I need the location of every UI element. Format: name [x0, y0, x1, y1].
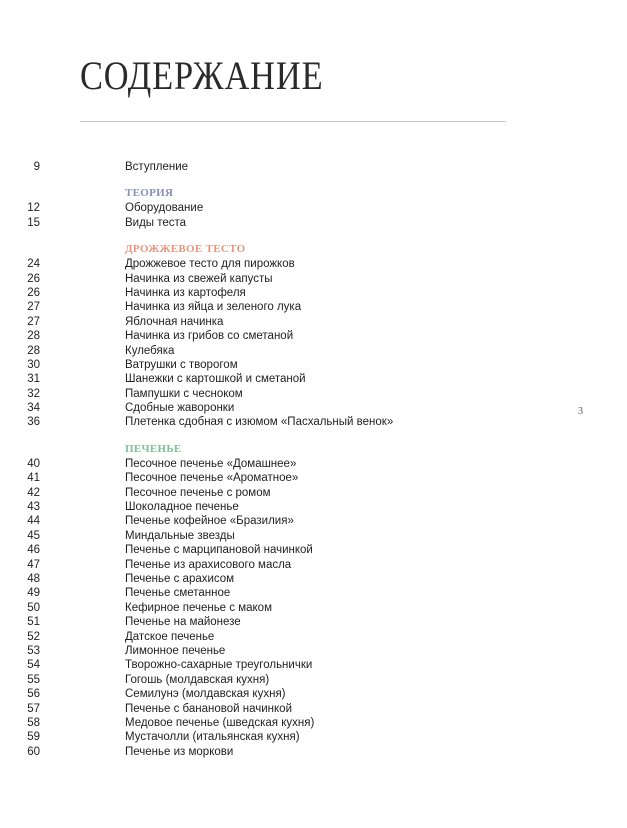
- section-heading-wrap: [0, 442, 560, 457]
- toc-entry-page: 46: [27, 544, 40, 557]
- toc-entry[interactable]: [0, 687, 560, 701]
- toc-entry[interactable]: [0, 415, 560, 429]
- toc-entry-title: Печенье из арахисового масла: [125, 558, 292, 571]
- table-of-contents: [0, 160, 560, 759]
- toc-entry-page: 52: [27, 630, 40, 643]
- toc-entry-page: 34: [27, 402, 40, 415]
- toc-entry-title: Оборудование: [125, 202, 204, 215]
- toc-entry-title: Печенье сметанное: [125, 587, 231, 600]
- toc-entry-page: 47: [27, 558, 40, 571]
- toc-entry-title: Начинка из свежей капусты: [125, 272, 273, 285]
- toc-entry-page: 57: [27, 702, 40, 715]
- toc-entry[interactable]: [0, 630, 560, 644]
- section-heading-wrap: [0, 186, 560, 201]
- toc-entry[interactable]: [0, 745, 560, 759]
- toc-entry[interactable]: [0, 272, 560, 286]
- toc-entry-title: Печенье с марципановой начинкой: [125, 544, 313, 557]
- toc-entry-page: 28: [27, 330, 40, 343]
- toc-entry-title: Сдобные жаворонки: [125, 402, 235, 415]
- toc-entry-title: Виды теста: [125, 216, 187, 229]
- toc-entry-title: Песочное печенье «Домашнее»: [125, 457, 297, 470]
- toc-entry[interactable]: [0, 716, 560, 730]
- toc-entry-title: Плетенка сдобная с изюмом «Пасхальный венок»: [125, 416, 394, 429]
- toc-entry-title: Шанежки с картошкой и сметаной: [125, 373, 306, 386]
- toc-entry[interactable]: [0, 300, 560, 314]
- toc-entry[interactable]: [0, 216, 560, 230]
- toc-entry-intro[interactable]: [0, 160, 560, 174]
- toc-entry-title: Семилунэ (молдавская кухня): [125, 688, 286, 701]
- toc-entry[interactable]: [0, 673, 560, 687]
- toc-entry[interactable]: [0, 387, 560, 401]
- toc-entry[interactable]: [0, 286, 560, 300]
- toc-entry-title: Песочное печенье с ромом: [125, 486, 271, 499]
- toc-entry[interactable]: [0, 543, 560, 557]
- toc-entry[interactable]: [0, 586, 560, 600]
- toc-entry[interactable]: [0, 201, 560, 215]
- toc-entry[interactable]: [0, 257, 560, 271]
- toc-entry[interactable]: [0, 471, 560, 485]
- toc-entry-page: 30: [27, 358, 40, 371]
- toc-entry-title: Печенье на майонезе: [125, 616, 241, 629]
- toc-entry-page: 26: [27, 286, 40, 299]
- toc-entry-page: 28: [27, 344, 40, 357]
- toc-entry[interactable]: [0, 644, 560, 658]
- toc-entry-title: Печенье с банановой начинкой: [125, 702, 292, 715]
- toc-entry[interactable]: [0, 572, 560, 586]
- toc-entry-title: Медовое печенье (шведская кухня): [125, 716, 315, 729]
- toc-entry[interactable]: [0, 372, 560, 386]
- section-heading: ПЕЧЕНЬЕ: [125, 442, 182, 455]
- toc-entry-title: Печенье с арахисом: [125, 572, 235, 585]
- toc-entry-title: Песочное печенье «Ароматное»: [125, 472, 299, 485]
- toc-entry-page: 58: [27, 716, 40, 729]
- toc-entry-page: 54: [27, 659, 40, 672]
- toc-entry-page: 50: [27, 601, 40, 614]
- toc-entry-title: Кулебяка: [125, 344, 175, 357]
- toc-entry-title: Шоколадное печенье: [125, 501, 239, 514]
- toc-entry-page: 60: [27, 745, 40, 758]
- toc-entry[interactable]: [0, 500, 560, 514]
- toc-entry[interactable]: [0, 358, 560, 372]
- toc-entry-page: 48: [27, 572, 40, 585]
- toc-entry-title: Творожно-сахарные треугольнички: [125, 659, 313, 672]
- toc-entry-page: 27: [27, 301, 40, 314]
- toc-entry-page: 45: [27, 529, 40, 542]
- toc-entry-page: 55: [27, 673, 40, 686]
- toc-entry-page: 56: [27, 688, 40, 701]
- toc-entry-page: 53: [27, 644, 40, 657]
- toc-entry[interactable]: [0, 658, 560, 672]
- toc-entry[interactable]: [0, 529, 560, 543]
- toc-entry-title: Пампушки с чесноком: [125, 387, 243, 400]
- toc-entry-title: Яблочная начинка: [125, 315, 224, 328]
- page-title: СОДЕРЖАНИЕ: [80, 53, 324, 98]
- toc-entry-title: Гогошь (молдавская кухня): [125, 673, 270, 686]
- toc-entry-page: 51: [27, 616, 40, 629]
- section-heading-wrap: [0, 242, 560, 257]
- toc-entry[interactable]: [0, 702, 560, 716]
- toc-entry-page: 27: [27, 315, 40, 328]
- toc-entry-page: 42: [27, 486, 40, 499]
- toc-entry-title: Начинка из грибов со сметаной: [125, 330, 294, 343]
- toc-entry-page: 43: [27, 501, 40, 514]
- toc-entry-page: 49: [27, 587, 40, 600]
- toc-entry[interactable]: [0, 601, 560, 615]
- toc-entry-page: 44: [27, 515, 40, 528]
- toc-entry[interactable]: [0, 401, 560, 415]
- toc-entry[interactable]: [0, 457, 560, 471]
- toc-entry[interactable]: [0, 615, 560, 629]
- section-heading: ТЕОРИЯ: [125, 187, 174, 200]
- toc-entry-title: Миндальные звезды: [125, 529, 235, 542]
- toc-entry-page: 15: [27, 216, 40, 229]
- page-number: 3: [578, 406, 583, 417]
- toc-entry-page: 31: [27, 373, 40, 386]
- toc-entry-page: 40: [27, 457, 40, 470]
- toc-entry[interactable]: [0, 558, 560, 572]
- toc-entry-title: Начинка из яйца и зеленого лука: [125, 301, 302, 314]
- toc-entry-page: 36: [27, 416, 40, 429]
- toc-entry-title: Печенье из моркови: [125, 745, 234, 758]
- toc-entry-page: 41: [27, 472, 40, 485]
- toc-entry-title: Печенье кофейное «Бразилия»: [125, 515, 294, 528]
- toc-entry-title: Датское печенье: [125, 630, 215, 643]
- toc-entry[interactable]: [0, 315, 560, 329]
- toc-entry-page: 32: [27, 387, 40, 400]
- toc-entry-title: Мустачолли (итальянская кухня): [125, 731, 300, 744]
- toc-entry-page: 12: [27, 202, 40, 215]
- toc-entry-title: Кефирное печенье с маком: [125, 601, 272, 614]
- title-divider: [80, 121, 506, 122]
- toc-entry-page: 9: [33, 161, 40, 173]
- toc-entry-page: 26: [27, 272, 40, 285]
- toc-entry-title: Дрожжевое тесто для пирожков: [125, 258, 295, 271]
- toc-entry[interactable]: [0, 344, 560, 358]
- toc-entry-page: 59: [27, 731, 40, 744]
- toc-entry[interactable]: [0, 514, 560, 528]
- toc-entry[interactable]: [0, 329, 560, 343]
- toc-entry-title: Лимонное печенье: [125, 644, 226, 657]
- toc-entry-title: Ватрушки с творогом: [125, 358, 238, 371]
- section-heading: ДРОЖЖЕВОЕ ТЕСТО: [125, 243, 246, 256]
- toc-entry[interactable]: [0, 730, 560, 744]
- toc-entry-title: Вступление: [125, 161, 189, 173]
- toc-entry[interactable]: [0, 486, 560, 500]
- toc-entry-title: Начинка из картофеля: [125, 286, 246, 299]
- toc-entry-page: 24: [27, 258, 40, 271]
